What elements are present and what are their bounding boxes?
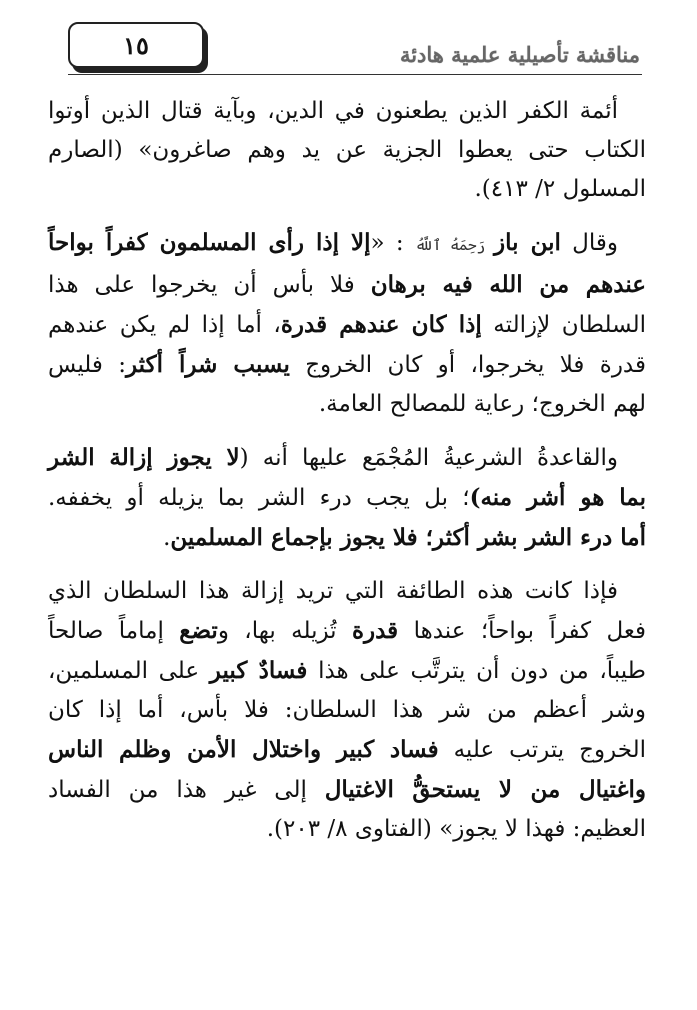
text-run: والقاعدةُ الشرعيةُ المُجْمَع عليها أنه ( <box>239 445 618 471</box>
text-run: فعل كفراً بواحاً؛ عندها <box>398 618 646 644</box>
text-run: العظيم: فهذا لا يجوز» (الفتاوى ٨/ ٢٠٣). <box>266 816 646 842</box>
bold-text: عندهم من الله فيه برهان <box>370 271 646 298</box>
text-run: السلطان لإزالته <box>481 312 647 338</box>
running-title: مناقشة تأصيلية علمية هادئة <box>399 42 640 67</box>
text-line <box>48 223 646 265</box>
bold-text: ابن باز <box>494 229 561 256</box>
bold-text: لا يجوز إزالة الشر <box>48 444 240 471</box>
page-header <box>62 18 642 78</box>
text-line <box>48 810 646 849</box>
text-line <box>48 770 646 810</box>
text-run: : فليس <box>48 352 126 378</box>
bold-text: فساد كبير واختلال الأمن وظلم الناس <box>48 736 439 763</box>
text-line <box>48 345 646 385</box>
text-run: . <box>163 525 171 551</box>
text-run: أئمة الكفر الذين يطعنون في الدين، وبآية قتال الذين أوتوا <box>48 98 618 124</box>
paragraph <box>48 223 646 424</box>
bold-text: قدرة <box>351 617 399 644</box>
bold-text: بما هو أشر منه) <box>469 484 646 511</box>
body-text <box>48 92 646 863</box>
bold-text: إذا كان عندهم قدرة <box>280 311 482 338</box>
text-line <box>48 305 646 345</box>
text-line <box>48 691 646 730</box>
text-line <box>48 730 646 770</box>
paragraph <box>48 92 646 209</box>
paragraph <box>48 438 646 558</box>
text-run: لهم الخروج؛ رعاية للمصالح العامة. <box>318 391 646 417</box>
text-line <box>48 651 646 691</box>
text-run: فإذا كانت هذه الطائفة التي تريد إزالة هذا السلطان الذي <box>48 578 618 604</box>
text-run: ، أما إذا لم يكن عندهم <box>48 312 281 338</box>
text-line <box>48 131 646 170</box>
text-run: الخروج يترتب عليه <box>438 737 646 763</box>
bold-text: واغتيال من لا يستحقُّ الاغتيال <box>324 776 646 803</box>
paragraph <box>48 572 646 849</box>
header-divider <box>68 74 642 75</box>
text-run: وقال <box>560 230 619 256</box>
bold-text: أما درء الشر بشر أكثر؛ فلا يجوز بإجماع المسلمين <box>170 524 646 551</box>
bold-text: يسبب شراً أكثر <box>125 351 290 378</box>
text-line <box>48 518 646 558</box>
bold-text: فسادٌ كبير <box>209 657 308 684</box>
text-run: : « <box>370 230 415 256</box>
text-run: قدرة فلا يخرجوا، أو كان الخروج <box>289 352 646 378</box>
text-run: إماماً صالحاً <box>48 618 180 644</box>
text-run: وشر أعظم من شر هذا السلطان: فلا بأس، أما إذا كان <box>48 697 646 723</box>
text-run: المسلول ٢/ ٤١٣). <box>474 176 646 202</box>
text-line <box>48 385 646 424</box>
text-line <box>48 572 646 611</box>
text-line <box>48 265 646 305</box>
bold-text: تضع <box>179 617 218 644</box>
honorific-text: رَحِمَهُ ٱللَّهُ <box>414 236 495 254</box>
text-line <box>48 438 646 478</box>
text-run: إلى غير هذا من الفساد <box>48 777 325 803</box>
text-run: على المسلمين، <box>48 658 210 684</box>
text-run: طيباً، من دون أن يترتَّب على هذا <box>307 658 646 684</box>
page-number: ١٥ <box>68 22 204 68</box>
text-run: فلا بأس أن يخرجوا على هذا <box>48 272 371 298</box>
text-run: ؛ بل يجب درء الشر بما يزيله أو يخففه. <box>48 485 470 511</box>
bold-text: إلا إذا رأى المسلمون كفراً بواحاً <box>48 229 371 256</box>
text-run: الكتاب حتى يعطوا الجزية عن يد وهم صاغرون» (الصارم <box>48 137 646 163</box>
text-line <box>48 92 646 131</box>
text-line <box>48 611 646 651</box>
text-line <box>48 478 646 518</box>
text-run: تُزيله بها، و <box>217 618 352 644</box>
text-line <box>48 170 646 209</box>
